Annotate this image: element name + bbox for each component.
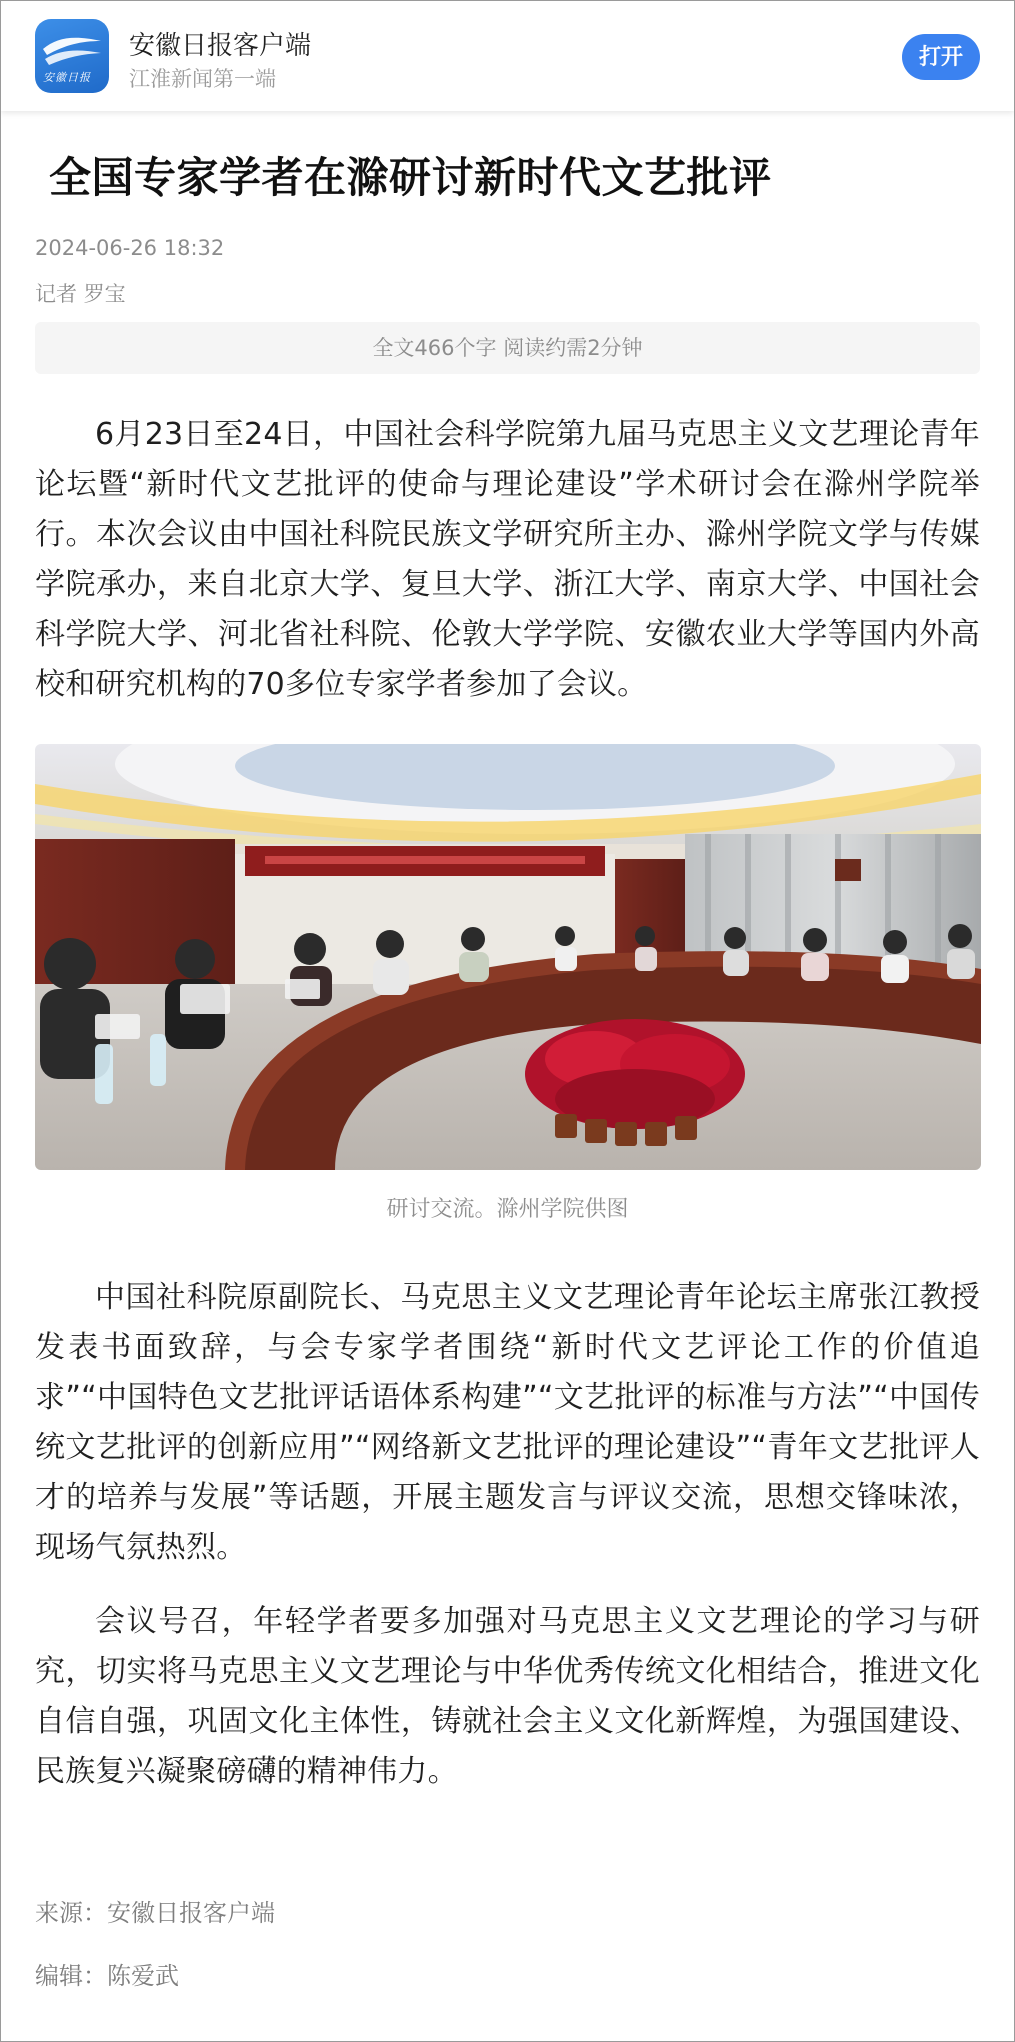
image-caption: 研讨交流。滁州学院供图 <box>386 1196 629 1222</box>
app-logo[interactable] <box>35 19 109 93</box>
article-image[interactable] <box>35 744 981 1170</box>
app-name: 安徽日报客户端 <box>129 31 312 61</box>
article <box>1 151 1014 1991</box>
article-title: 全国专家学者在滁研讨新时代文艺批评 <box>49 153 772 202</box>
app-download-banner <box>1 1 1014 111</box>
conference-photo <box>35 744 981 1170</box>
logo-text: 安徽日报 <box>43 71 91 84</box>
read-info-bar: 全文466个字 阅读约需2分钟 <box>35 322 980 374</box>
author: 记者 罗宝 <box>35 281 126 306</box>
article-paragraph: 6月23日至24日，中国社会科学院第九届马克思主义文艺理论青年论坛暨“新时代文艺批评的使命与理论建设”学术研讨会在滁州学院举行。本次会议由中国社科院民族文学研究所主办、滁州学院文学与传媒学院承办，来自北京大学、复旦大学、浙江大学、南京大学、中国社会科学院大学、河北省社科院、伦敦大学学院、安徽农业大学等国内外高校和研究机构的70多位专家学者参加了会议。 <box>35 416 980 702</box>
app-slogan: 江淮新闻第一端 <box>129 67 276 91</box>
article-paragraph: 中国社科院原副院长、马克思主义文艺理论青年论坛主席张江教授发表书面致辞，与会专家学者围绕“新时代文艺评论工作的价值追求”“中国特色文艺批评话语体系构建”“文艺批评的标准与方法”“中国传统文艺批评的创新应用”“网络新文艺批评的理论建设”“青年文艺批评人才的培养与发展”等话题，开展主题发言与评议交流，思想交锋味浓，现场气氛热烈。 <box>35 1279 980 1565</box>
open-app-button[interactable]: 打开 <box>902 34 980 80</box>
publish-date: 2024-06-26 18:32 <box>35 235 225 260</box>
article-paragraph: 会议号召，年轻学者要多加强对马克思主义文艺理论的学习与研究，切实将马克思主义文艺理论与中华优秀传统文化相结合，推进文化自信自强，巩固文化主体性，铸就社会主义文化新辉煌，为强国建设、民族复兴凝聚磅礴的精神伟力。 <box>35 1603 980 1789</box>
article-editor: 编辑：陈爱武 <box>35 1961 179 1990</box>
article-source: 来源：安徽日报客户端 <box>35 1898 275 1927</box>
